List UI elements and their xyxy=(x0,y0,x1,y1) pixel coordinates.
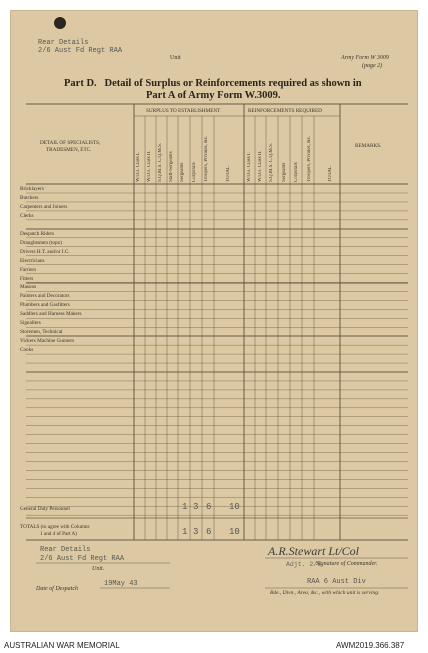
unit-typed-bottom: Rear Details 2/6 Aust Fd Regt RAA xyxy=(40,546,125,563)
surplus-col-label: W.O.s. Class II. xyxy=(147,150,152,182)
reinf-col-label: Troopers, Privates, &c. xyxy=(307,135,312,182)
surplus-header: SURPLUS TO ESTABLISHMENT xyxy=(146,108,221,114)
reinf-col-label: Sergeants xyxy=(282,162,287,182)
table-row-label: Drivers H.T. and/or I.C. xyxy=(20,248,70,255)
bottom-unit-label: Unit. xyxy=(92,566,105,572)
form-title-line2: Part A of Army Form W.3009. xyxy=(146,90,281,101)
surplus-col-label: Staff-Sergeants xyxy=(169,151,174,182)
table-row-label: Painters and Decorators xyxy=(20,293,70,300)
table-row-label: Cooks xyxy=(20,347,34,354)
footer-institution: AUSTRALIAN WAR MEMORIAL xyxy=(4,641,120,650)
formation-label: Bde., Divn., Area, &c., with which unit is serving. xyxy=(270,590,380,596)
unit-typed-header: Rear Details 2/6 Aust Fd Regt RAA xyxy=(38,39,123,55)
signature-label: Signature of Commander. xyxy=(316,561,378,567)
reinf-col-label: S.Q.M.S. C.Q.M.S. xyxy=(269,142,274,182)
detail-header: DETAIL OF SPECIALISTS, xyxy=(40,140,101,146)
general-duty-value: 1 xyxy=(182,502,188,512)
surplus-col-label: S.Q.M.S. C.Q.M.S. xyxy=(158,142,163,182)
surplus-col-label: W.O.s. Class I. xyxy=(136,152,141,182)
table-row-label: Despatch Riders xyxy=(20,230,55,237)
table-row-label: Bricklayers xyxy=(20,186,44,192)
totals-value: 1 xyxy=(182,527,188,537)
table-row-label: Masons xyxy=(20,284,37,291)
footer-accession: AWM2019.366.387 xyxy=(336,641,405,650)
totals-label: TOTALS (to agree with Columns xyxy=(20,524,90,530)
totals-value: 6 xyxy=(206,527,212,537)
form-reference: Army Form W 3009 xyxy=(341,55,389,61)
totals-value: 3 xyxy=(193,527,199,537)
table-row-label: Electricians xyxy=(20,257,45,264)
table-row-label: Saddlers and Harness Makers xyxy=(20,311,82,318)
surplus-col-label: Troopers, Privates, &c. xyxy=(204,135,209,182)
table-row-label: Butchers xyxy=(20,194,39,201)
surplus-col-label: Corporals xyxy=(192,162,197,182)
totals-label-2: 1 and 4 of Part A) xyxy=(40,531,78,537)
form-page: (page 2) xyxy=(362,63,383,69)
reinf-col-label: W.O.s. Class I. xyxy=(247,152,252,182)
table-row-label: Plumbers and Gasfitters xyxy=(20,302,70,309)
despatch-label: Date of Despatch xyxy=(36,586,78,592)
general-duty-value: 6 xyxy=(206,502,212,512)
general-duty-value: 3 xyxy=(193,502,199,512)
table-row-label: Clerks xyxy=(20,212,34,219)
table-row-label: Farriers xyxy=(20,266,37,273)
table-row-label: Carpenters and Joiners xyxy=(20,203,68,210)
remarks-header: REMARKS. xyxy=(355,143,382,149)
commander-signature: A.R.Stewart Lt/Col xyxy=(268,544,360,558)
signature-stamp: Adjt. 2/6 xyxy=(286,561,322,568)
table-row-label: Signallers xyxy=(20,320,41,327)
general-duty-value: 10 xyxy=(229,502,240,512)
detail-header-2: TRADESMEN, ETC. xyxy=(46,147,92,153)
reinf-col-label: TOTAL xyxy=(328,166,333,182)
general-duty-label: General Duty Personnel xyxy=(20,506,70,512)
surplus-col-label: TOTAL xyxy=(226,166,231,182)
table-row-label: Draughtsmen (topo) xyxy=(20,239,62,246)
archive-footer xyxy=(0,638,428,653)
reinforcements-header: REINFORCEMENTS REQUIRED xyxy=(248,108,322,114)
totals-value: 10 xyxy=(229,527,240,537)
table-row-label: Fitters xyxy=(20,275,34,282)
surplus-col-label: Sergeants xyxy=(180,162,185,182)
table-row-label: Storemen, Technical xyxy=(20,329,63,336)
unit-label: Unit xyxy=(170,55,181,61)
despatch-date: 19May 43 xyxy=(104,580,138,588)
reinf-col-label: Corporals xyxy=(294,162,299,182)
reinf-col-label: W.O.s. Class II. xyxy=(258,150,263,182)
table-row-label: Vickers Machine Gunners xyxy=(20,338,75,345)
formation-typed: RAA 6 Aust Div xyxy=(307,578,366,586)
form-title-line1: Part D. Detail of Surplus or Reinforcements required as shown in xyxy=(64,78,362,89)
